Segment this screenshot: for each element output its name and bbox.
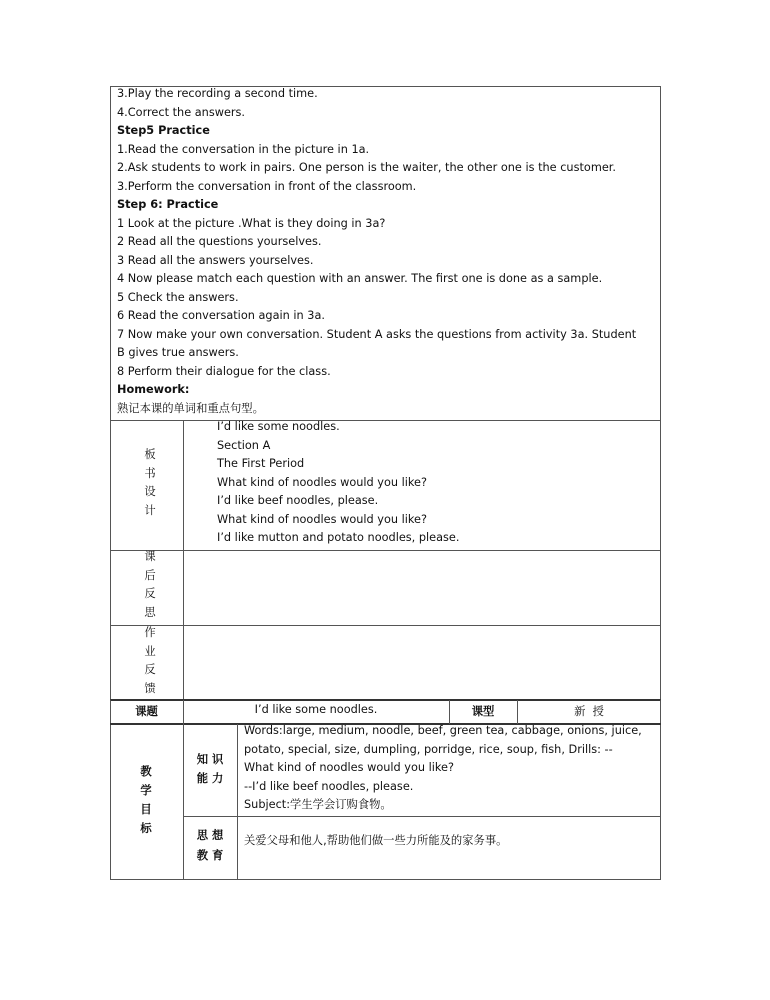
topic-divider: [183, 700, 184, 880]
procedure-line: 1.Read the conversation in the picture in 1a.: [117, 142, 370, 156]
procedure-line: Homework:: [117, 383, 190, 396]
procedure-line: Step 6: Practice: [117, 198, 219, 211]
procedure-line: B gives true answers.: [117, 346, 239, 359]
board-divider: [183, 420, 184, 700]
procedure-line: 3.Perform the conversation in front of the classroom.: [117, 179, 417, 193]
objective-row-divider: [183, 816, 661, 817]
procedure-line: 7 Now make your own conversation. Student A asks the questions from activity 3a. Student: [117, 327, 637, 341]
moral-label: 思 想 教 育: [196, 829, 224, 862]
procedure-line: 1 Look at the picture .What is they doing in 3a?: [117, 216, 386, 230]
board-table: [110, 420, 661, 700]
feedback-label: 作 业 反 馈: [144, 626, 156, 695]
knowledge-label: 知 识 能 力: [196, 753, 224, 785]
blackboard-label: 板 书 设 计: [144, 448, 156, 517]
procedure-line: Step5 Practice: [117, 124, 210, 137]
board-line: I’d like some noodles.: [217, 420, 340, 433]
row-divider-1: [110, 550, 661, 551]
objective-divider: [237, 724, 238, 880]
board-line: Section A: [217, 439, 271, 452]
procedure-line: 3.Play the recording a second time.: [117, 87, 318, 100]
row-divider-2: [110, 625, 661, 626]
reflection-label: 课 后 反 思: [144, 550, 156, 619]
procedure-line: 2.Ask students to work in pairs. One person is the waiter, the other one is the customer.: [117, 161, 616, 174]
topic-label: 课题: [135, 705, 158, 718]
type-label: 课型: [471, 705, 495, 718]
board-line: I’d like beef noodles, please.: [217, 494, 379, 507]
procedure-line: 3 Read all the answers yourselves.: [117, 253, 314, 267]
objectives-label: 教 学 目 标: [140, 765, 152, 835]
board-line: I’d like mutton and potato noodles, please.: [217, 531, 460, 544]
procedure-line: 熟记本课的单词和重点句型。: [117, 401, 264, 415]
board-line: What kind of noodles would you like?: [217, 513, 427, 526]
knowledge-line: potato, special, size, dumpling, porridge, rice, soup, fish, Drills: --: [244, 743, 613, 756]
knowledge-line: What kind of noodles would you like?: [244, 761, 454, 774]
knowledge-line: --I’d like beef noodles, please.: [244, 780, 414, 793]
topic-value: I’d like some noodles.: [254, 703, 378, 716]
procedure-line: 4 Now please match each question with an answer. The first one is done as a sample.: [117, 272, 603, 285]
moral-text: 关爱父母和他人,帮助他们做一些力所能及的家务事。: [244, 834, 508, 847]
procedure-line: 5 Check the answers.: [117, 290, 239, 304]
board-line: What kind of noodles would you like?: [217, 476, 427, 489]
procedure-line: 4.Correct the answers.: [117, 105, 246, 119]
procedure-line: 6 Read the conversation again in 3a.: [117, 309, 325, 322]
board-line: The First Period: [217, 457, 305, 470]
knowledge-line: Subject:学生学会订购食物。: [244, 798, 392, 811]
procedure-line: 8 Perform their dialogue for the class.: [117, 364, 331, 378]
procedure-line: 2 Read all the questions yourselves.: [117, 235, 322, 248]
type-value: 新 授: [574, 705, 604, 718]
knowledge-line: Words:large, medium, noodle, beef, green tea, cabbage, onions, juice,: [244, 724, 642, 737]
